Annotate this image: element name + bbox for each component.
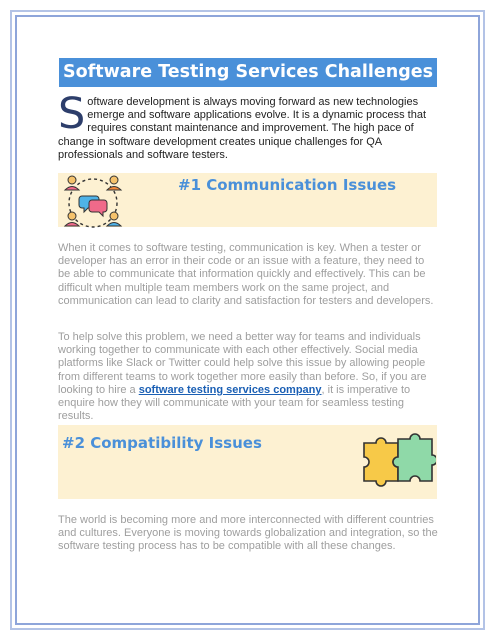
intro-text: oftware development is always moving forward as new technologies emerge and software applications evolve. It is a dynamic process that requires constant maintenance and improvement. The high pace of change in software development creates unique challenges for QA professionals and software testers. — [58, 96, 427, 161]
section-2-heading: #2 Compatibility Issues — [62, 434, 262, 452]
team-communication-icon — [62, 172, 124, 234]
section-2-paragraph-1: The world is becoming more and more interconnected with different countries and cultures. Everyone is moving towards globalization and integration, so the software testing process has to be compatible with all these changes. — [58, 514, 438, 553]
section-1-paragraph-2 — [58, 331, 438, 423]
puzzle-pieces-icon — [360, 433, 436, 493]
software-testing-services-company-link[interactable]: software testing services company — [138, 383, 322, 396]
document-title: Software Testing Services Challenges — [59, 58, 437, 87]
section-1-paragraph-1: When it comes to software testing, communication is key. When a tester or developer has an error in their code or an issue with a feature, they need to be able to communicate that information quickly and effectively. This can be difficult when multiple team members work on the same project, and communication can lead to clarity and satisfaction for testers and developers. — [58, 242, 434, 307]
paragraph-text-after-link: , it is imperative to enquire how they will communicate with your team for seamless testing results. — [58, 383, 411, 423]
intro-paragraph — [58, 89, 436, 162]
paragraph-text-before-link: To help solve this problem, we need a better way for teams and individuals working together to communicate with each other effectively. Social media platforms like Slack or Twitter could help solve this issue by allowing people from different teams to work together more easily than before. So, if you are looking to hire a — [58, 331, 427, 396]
drop-cap-letter: S — [58, 89, 86, 139]
section-1-heading: #1 Communication Issues — [178, 176, 397, 194]
